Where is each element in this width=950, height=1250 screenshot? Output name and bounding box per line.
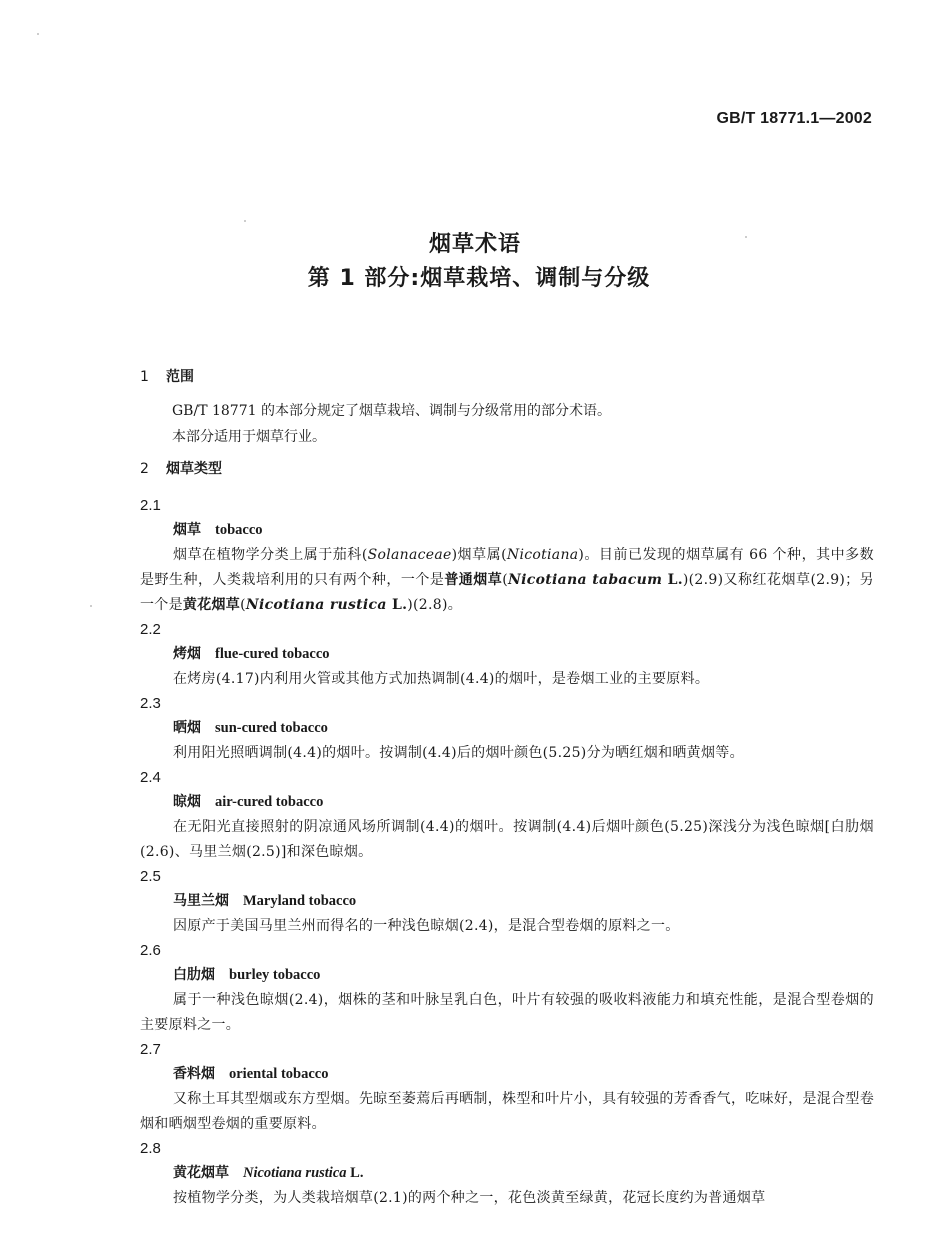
entry-number: 2.2 bbox=[140, 621, 161, 638]
definition-segment: Solanaceae bbox=[367, 547, 452, 563]
entry-number: 2.6 bbox=[140, 942, 161, 959]
entry-number: 2.5 bbox=[140, 868, 161, 885]
term-english: sun-cured tobacco bbox=[215, 720, 328, 736]
definition-segment: )(2.8)。 bbox=[407, 597, 463, 613]
section-number: 2 bbox=[140, 461, 149, 477]
term-english: oriental tobacco bbox=[229, 1066, 329, 1082]
document-title bbox=[0, 228, 950, 296]
term-english bbox=[243, 1165, 363, 1181]
standard-code: GB/T 18771.1—2002 bbox=[716, 110, 872, 127]
term-chinese: 烤烟 bbox=[173, 646, 201, 662]
definition-segment: Nicotiana tabacum bbox=[508, 572, 663, 588]
entry-number: 2.7 bbox=[140, 1041, 161, 1058]
scan-speck bbox=[37, 33, 39, 35]
definition-segment: ( bbox=[240, 597, 246, 613]
definition-segment: 属于一种浅色晾烟(2.4)，烟株的茎和叶脉呈乳白色，叶片有较强的吸收料液能力和填充性能，是混合型卷烟的主要原料之一。 bbox=[140, 992, 874, 1033]
term-chinese: 香料烟 bbox=[173, 1066, 215, 1082]
definition-segment: Nicotiana rustica bbox=[245, 597, 387, 613]
definition-segment: 按植物学分类，为人类栽培烟草(2.1)的两个种之一，花色淡黄至绿黄，花冠长度约为普通烟草 bbox=[173, 1190, 766, 1206]
term-definition bbox=[140, 741, 874, 766]
section-title: 范围 bbox=[166, 369, 194, 385]
scope-paragraph: 本部分适用于烟草行业。 bbox=[172, 429, 326, 445]
term-english-suffix: L. bbox=[350, 1165, 364, 1181]
entry-number: 2.3 bbox=[140, 695, 161, 712]
term-english: burley tobacco bbox=[229, 967, 321, 983]
section-heading-types bbox=[140, 456, 874, 482]
scope-paragraph: GB/T 18771 的本部分规定了烟草栽培、调制与分级常用的部分术语。 bbox=[172, 403, 611, 419]
term-chinese: 晾烟 bbox=[173, 794, 201, 810]
term-chinese: 晒烟 bbox=[173, 720, 201, 736]
definition-segment: 黄花烟草 bbox=[182, 597, 241, 613]
definition-segment: ( bbox=[502, 572, 509, 588]
term-definition bbox=[140, 914, 874, 939]
term-chinese: 黄花烟草 bbox=[173, 1165, 229, 1181]
entry-number: 2.8 bbox=[140, 1140, 161, 1157]
definition-segment: 因原产于美国马里兰州而得名的一种浅色晾烟(2.4)，是混合型卷烟的原料之一。 bbox=[173, 918, 680, 934]
definition-segment: 又称土耳其型烟或东方型烟。先晾至萎蔫后再晒制，株型和叶片小，具有较强的芳香香气，吃味好，是混合型卷烟和晒烟型卷烟的重要原料。 bbox=[140, 1091, 874, 1132]
term-heading bbox=[140, 1161, 874, 1186]
term-definition bbox=[140, 667, 874, 692]
term-english: air-cured tobacco bbox=[215, 794, 324, 810]
entry-number: 2.4 bbox=[140, 769, 161, 786]
title-main: 烟草术语 bbox=[428, 232, 521, 257]
scan-speck bbox=[90, 605, 92, 607]
section-title: 烟草类型 bbox=[166, 461, 222, 477]
term-english: tobacco bbox=[215, 522, 263, 538]
definition-segment: 在无阳光直接照射的阴凉通风场所调制(4.4)的烟叶。按调制(4.4)后烟叶颜色(5.25)深浅分为浅色晾烟[白肋烟(2.6)、马里兰烟(2.5)]和深色晾烟。 bbox=[140, 819, 874, 860]
definition-segment bbox=[246, 597, 387, 613]
term-definition bbox=[140, 815, 874, 865]
term-definition bbox=[140, 988, 874, 1038]
term-heading bbox=[140, 716, 874, 741]
title-part: 第 1 部分:烟草栽培、调制与分级 bbox=[307, 266, 651, 291]
term-chinese: 烟草 bbox=[173, 522, 201, 538]
document-body bbox=[140, 364, 874, 1211]
term-definition bbox=[140, 1186, 874, 1211]
section-number: 1 bbox=[140, 369, 149, 385]
term-chinese: 马里兰烟 bbox=[173, 893, 229, 909]
scan-speck bbox=[244, 220, 246, 222]
definition-segment: L. bbox=[662, 572, 683, 588]
term-chinese: 白肋烟 bbox=[173, 967, 215, 983]
term-heading bbox=[140, 1062, 874, 1087]
definition-segment: )。目前已发现的烟草属有 66 个种，其中多数是野生种，人类栽培利用的只有两个种，一个是 bbox=[140, 547, 874, 588]
term-definition bbox=[140, 1087, 874, 1137]
section-heading-scope bbox=[140, 364, 874, 390]
term-heading bbox=[140, 518, 874, 543]
term-heading bbox=[140, 963, 874, 988]
definition-segment: L. bbox=[386, 597, 408, 613]
term-english-italic: Nicotiana rustica bbox=[243, 1165, 347, 1181]
definition-segment: 普通烟草 bbox=[444, 572, 503, 588]
definition-segment: 在烤房(4.17)内利用火管或其他方式加热调制(4.4)的烟叶，是卷烟工业的主要原料。 bbox=[173, 671, 710, 687]
entry-number: 2.1 bbox=[140, 497, 161, 514]
term-english: Maryland tobacco bbox=[243, 893, 357, 909]
term-definition bbox=[140, 543, 874, 618]
term-english: flue-cured tobacco bbox=[215, 646, 330, 662]
term-heading bbox=[140, 642, 874, 667]
term-heading bbox=[140, 790, 874, 815]
definition-segment bbox=[508, 572, 662, 588]
definition-segment: 利用阳光照晒调制(4.4)的烟叶。按调制(4.4)后的烟叶颜色(5.25)分为晒红烟和晒黄烟等。 bbox=[173, 745, 744, 761]
definition-segment: 烟草在植物学分类上属于茄科( bbox=[173, 547, 368, 563]
term-heading bbox=[140, 889, 874, 914]
definition-segment: )烟草属( bbox=[451, 547, 507, 563]
definition-segment: )(2.9)又称红花烟草(2.9)；另一个是 bbox=[140, 572, 874, 613]
scan-speck bbox=[745, 236, 747, 238]
term-entries bbox=[140, 494, 874, 1211]
definition-segment: Nicotiana bbox=[506, 547, 579, 563]
